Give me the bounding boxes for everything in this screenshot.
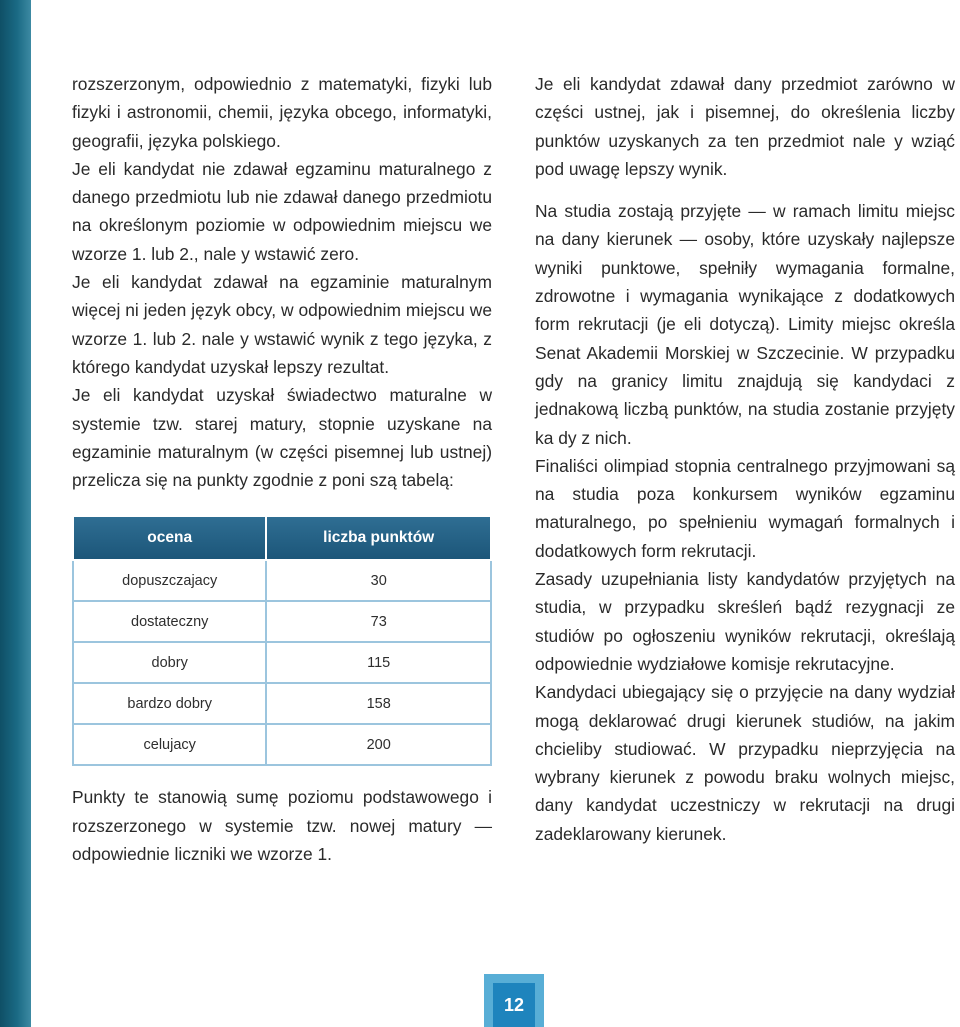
paragraph: Punkty te stanowią sumę poziomu podstawowego i rozszerzonego w systemie tzw. nowej matury — odpowiednie liczniki we wzorze 1.: [72, 787, 492, 865]
grade-cell: dobry: [73, 642, 266, 683]
table-row: [73, 560, 491, 601]
paragraph: Je eli kandydat nie zdawał egzaminu maturalnego z danego przedmiotu lub nie zdawał danego przedmiotu na określonym poziomie w odpowiednim miejscu we wzorze 1. lub 2., nale y wstawić zero.: [72, 158, 492, 264]
paragraph: Je eli kandydat zdawał dany przedmiot zarówno w części ustnej, jak i pisemnej, do określenia liczby punktów uzyskanych za ten przedmiot nale y wziąć pod uwagę lepszy wynik.: [535, 74, 955, 179]
points-cell: 115: [266, 642, 491, 683]
paragraph: Je eli kandydat uzyskał świadectwo maturalne w systemie tzw. starej matury, stopnie uzyskane na egzaminie maturalnym (w części pisemnej lub ustnej) przelicza się na punkty zgodnie z poni szą tabelą:: [72, 385, 492, 491]
table-header-row: [73, 516, 491, 560]
grade-cell: dopuszczajacy: [73, 560, 266, 601]
column-header-points: liczba punktów: [266, 516, 491, 560]
table-row: [73, 642, 491, 683]
paragraph-gap: [535, 183, 955, 197]
left-column: [72, 70, 492, 868]
paragraph: Zasady uzupełniania listy kandydatów przyjętych na studia, w przypadku skreśleń bądź rezygnacji ze studiów po ogłoszeniu wyników rekrutacji, określają odpowiednie wydziałowe komisje rekrutacyjne.: [535, 569, 955, 674]
decorative-side-bar: [0, 0, 31, 1027]
paragraph: rozszerzonym, odpowiednio z matematyki, fizyki lub fizyki i astronomii, chemii, języka obcego, informatyki, geografii, języka polskiego.: [72, 74, 492, 151]
points-cell: 200: [266, 724, 491, 765]
paragraph: Je eli kandydat zdawał na egzaminie maturalnym więcej ni jeden język obcy, w odpowiednim miejscu we wzorze 1. lub 2. nale y wstawić wynik z tego języka, z którego kandydat uzyskał lepszy rezultat.: [72, 272, 492, 377]
paragraph: Kandydaci ubiegający się o przyjęcie na dany wydział mogą deklarować drugi kierunek studiów, na jakim chcieliby studiować. W przypadku nieprzyjęcia na wybrany kierunek z powodu braku wolnych miejsc, dany kandydat uczestniczy w rekrutacji na drugi zadeklarowany kierunek.: [535, 682, 955, 844]
table-row: [73, 724, 491, 765]
points-cell: 73: [266, 601, 491, 642]
grade-cell: dostateczny: [73, 601, 266, 642]
grade-points-table: [72, 515, 492, 766]
points-cell: 30: [266, 560, 491, 601]
paragraph: Na studia zostają przyjęte — w ramach limitu miejsc na dany kierunek — osoby, które uzyskały najlepsze wyniki punktowe, spełniły wymagania formalne, zdrowotne i wymagania wynikające z dodatkowych form rekrutacji (je eli dotyczą). Limity miejsc określa Senat Akademii Morskiej w Szczecinie. W przypadku gdy na granicy limitu znajdują się kandydaci z jednakową liczbą punktów, na studia zostanie przyjęty ka dy z nich.: [535, 201, 955, 448]
page-number: 12: [493, 983, 535, 1027]
paragraph: Finaliści olimpiad stopnia centralnego przyjmowani są na studia poza konkursem wyników egzaminu maturalnego, po spełnieniu wymagań formalnych i dodatkowych form rekrutacji.: [535, 455, 955, 561]
table-row: [73, 683, 491, 724]
grade-cell: bardzo dobry: [73, 683, 266, 724]
right-column: [535, 70, 955, 848]
table-row: [73, 601, 491, 642]
points-cell: 158: [266, 683, 491, 724]
page-number-box: [484, 974, 544, 1027]
grade-cell: celujacy: [73, 724, 266, 765]
column-header-grade: ocena: [73, 516, 266, 560]
